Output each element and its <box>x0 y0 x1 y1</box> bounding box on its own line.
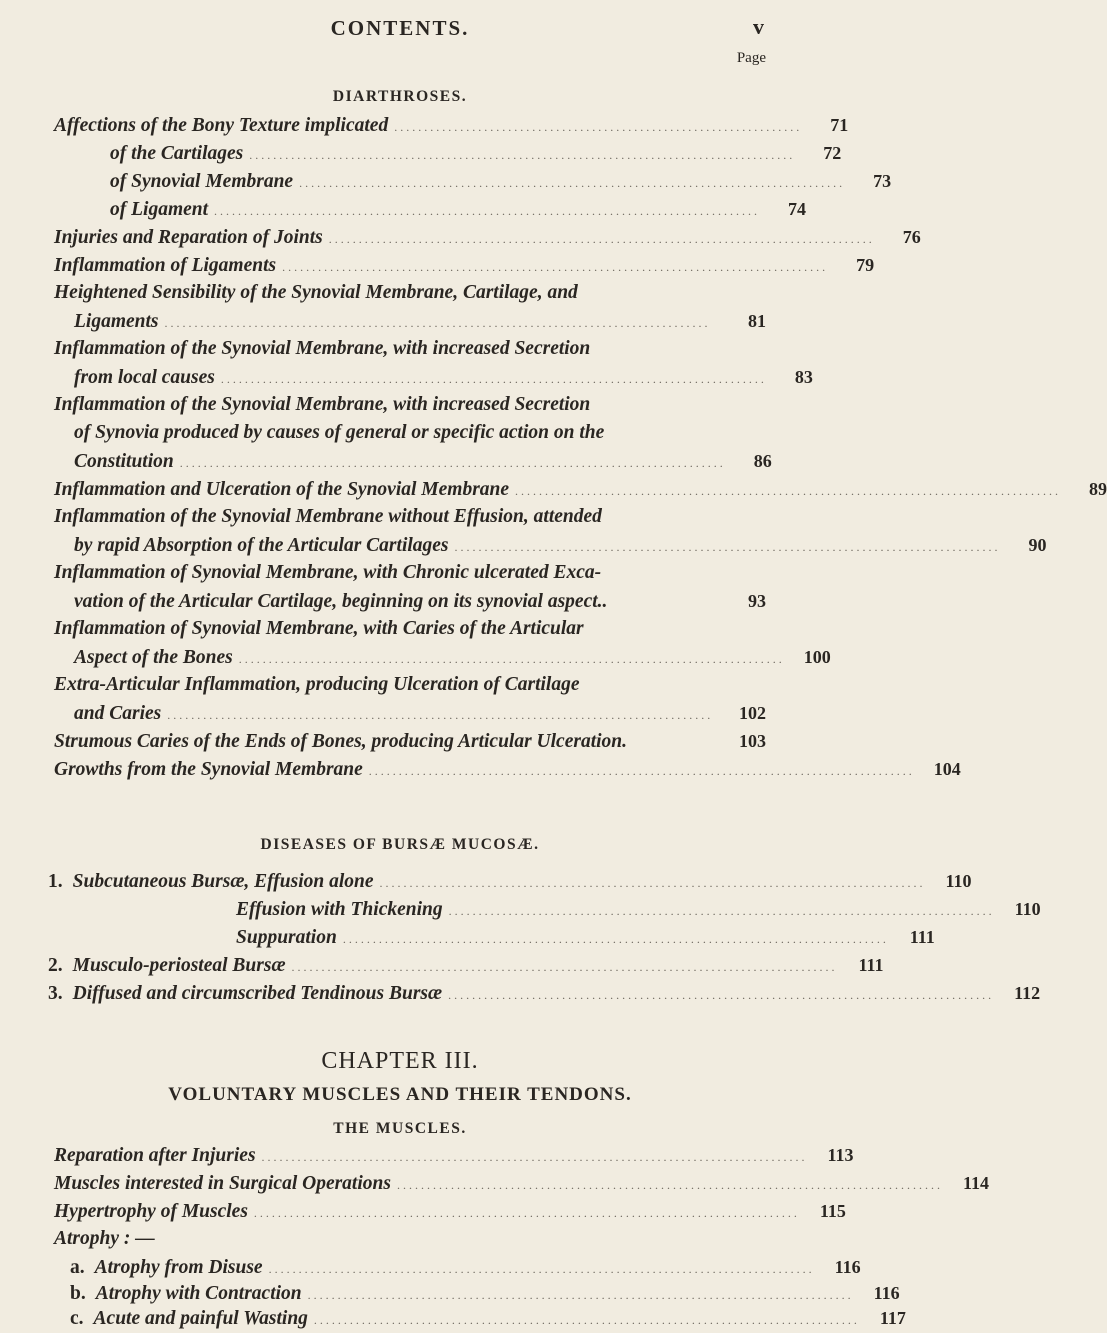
running-title: CONTENTS. <box>330 16 470 40</box>
toc-entry: by rapid Absorption of the Articular Cartilages ........................................................................................... 90 <box>74 535 1047 556</box>
toc-entry: Inflammation of the Synovial Membrane, with increased Secretion <box>54 394 591 415</box>
toc-entry: Injuries and Reparation of Joints ........................................................................................... 76 <box>54 227 921 248</box>
toc-entry: Effusion with Thickening ........................................................................................... 110 <box>236 899 1041 920</box>
toc-entry: Inflammation of Ligaments ........................................................................................... 79 <box>54 255 875 276</box>
toc-entry: from local causes ........................................................................................... 83 <box>74 367 813 388</box>
toc-entry: of Synovial Membrane ........................................................................................... 73 <box>110 171 892 192</box>
toc-entry: Reparation after Injuries ........................................................................................... 113 <box>54 1145 854 1166</box>
toc-entry: Strumous Caries of the Ends of Bones, producing Articular Ulceration. 103 <box>54 731 766 752</box>
section-heading-bursae: DISEASES OF BURSÆ MUCOSÆ. <box>260 836 540 853</box>
toc-entry: a. Atrophy from Disuse ........................................................................................... 116 <box>70 1257 861 1278</box>
section-heading-muscles: THE MUSCLES. <box>333 1120 467 1137</box>
toc-entry: Inflammation of the Synovial Membrane, with increased Secretion <box>54 338 591 359</box>
toc-entry: c. Acute and painful Wasting ........................................................................................... 117 <box>70 1308 906 1329</box>
toc-entry: of the Cartilages ........................................................................................... 72 <box>110 143 842 164</box>
toc-entry: Inflammation and Ulceration of the Synovial Membrane ........................................................................................... 89 <box>54 479 1107 500</box>
toc-entry: Muscles interested in Surgical Operations ........................................................................................... 114 <box>54 1173 989 1194</box>
toc-entry: Extra-Articular Inflammation, producing Ulceration of Cartilage <box>54 674 580 695</box>
toc-entry: Aspect of the Bones ........................................................................................... 100 <box>74 647 831 668</box>
toc-entry: Inflammation of Synovial Membrane, with Caries of the Articular <box>54 618 584 639</box>
toc-entry: Inflammation of the Synovial Membrane without Effusion, attended <box>54 506 602 527</box>
page-number: v <box>753 14 764 39</box>
toc-entry: b. Atrophy with Contraction ........................................................................................... 116 <box>70 1283 900 1304</box>
toc-entry: Suppuration ........................................................................................... 111 <box>236 927 935 948</box>
toc-entry: Growths from the Synovial Membrane ........................................................................................... 104 <box>54 759 961 780</box>
chapter-heading: CHAPTER III. <box>321 1048 479 1074</box>
toc-entry: Affections of the Bony Texture implicated .................................................................... 71 <box>54 115 849 136</box>
section-heading-diarthroses: DIARTHROSES. <box>332 88 468 105</box>
toc-entry: 3. Diffused and circumscribed Tendinous Bursæ ........................................................................................... 112 <box>48 983 1041 1004</box>
toc-entry: Atrophy : — <box>54 1228 155 1249</box>
toc-entry: of Synovia produced by causes of general or specific action on the <box>74 422 605 443</box>
toc-entry: Heightened Sensibility of the Synovial Membrane, Cartilage, and <box>54 282 578 303</box>
toc-entry: Ligaments ........................................................................................... 81 <box>74 311 766 332</box>
page-column-label: Page <box>736 50 766 66</box>
toc-entry: 2. Musculo-periosteal Bursæ ........................................................................................... 111 <box>48 955 884 976</box>
toc-entry: and Caries ........................................................................................... 102 <box>74 703 766 724</box>
toc-entry: vation of the Articular Cartilage, beginning on its synovial aspect.. 93 <box>74 591 766 612</box>
toc-entry: Constitution ........................................................................................... 86 <box>74 451 772 472</box>
toc-entry: of Ligament ........................................................................................... 74 <box>110 199 807 220</box>
chapter-title: VOLUNTARY MUSCLES AND THEIR TENDONS. <box>168 1084 632 1105</box>
toc-entry: 1. Subcutaneous Bursæ, Effusion alone ........................................................................................... 110 <box>48 871 972 892</box>
toc-entry: Inflammation of Synovial Membrane, with Chronic ulcerated Exca- <box>54 562 602 583</box>
toc-entry: Hypertrophy of Muscles ........................................................................................... 115 <box>54 1201 846 1222</box>
